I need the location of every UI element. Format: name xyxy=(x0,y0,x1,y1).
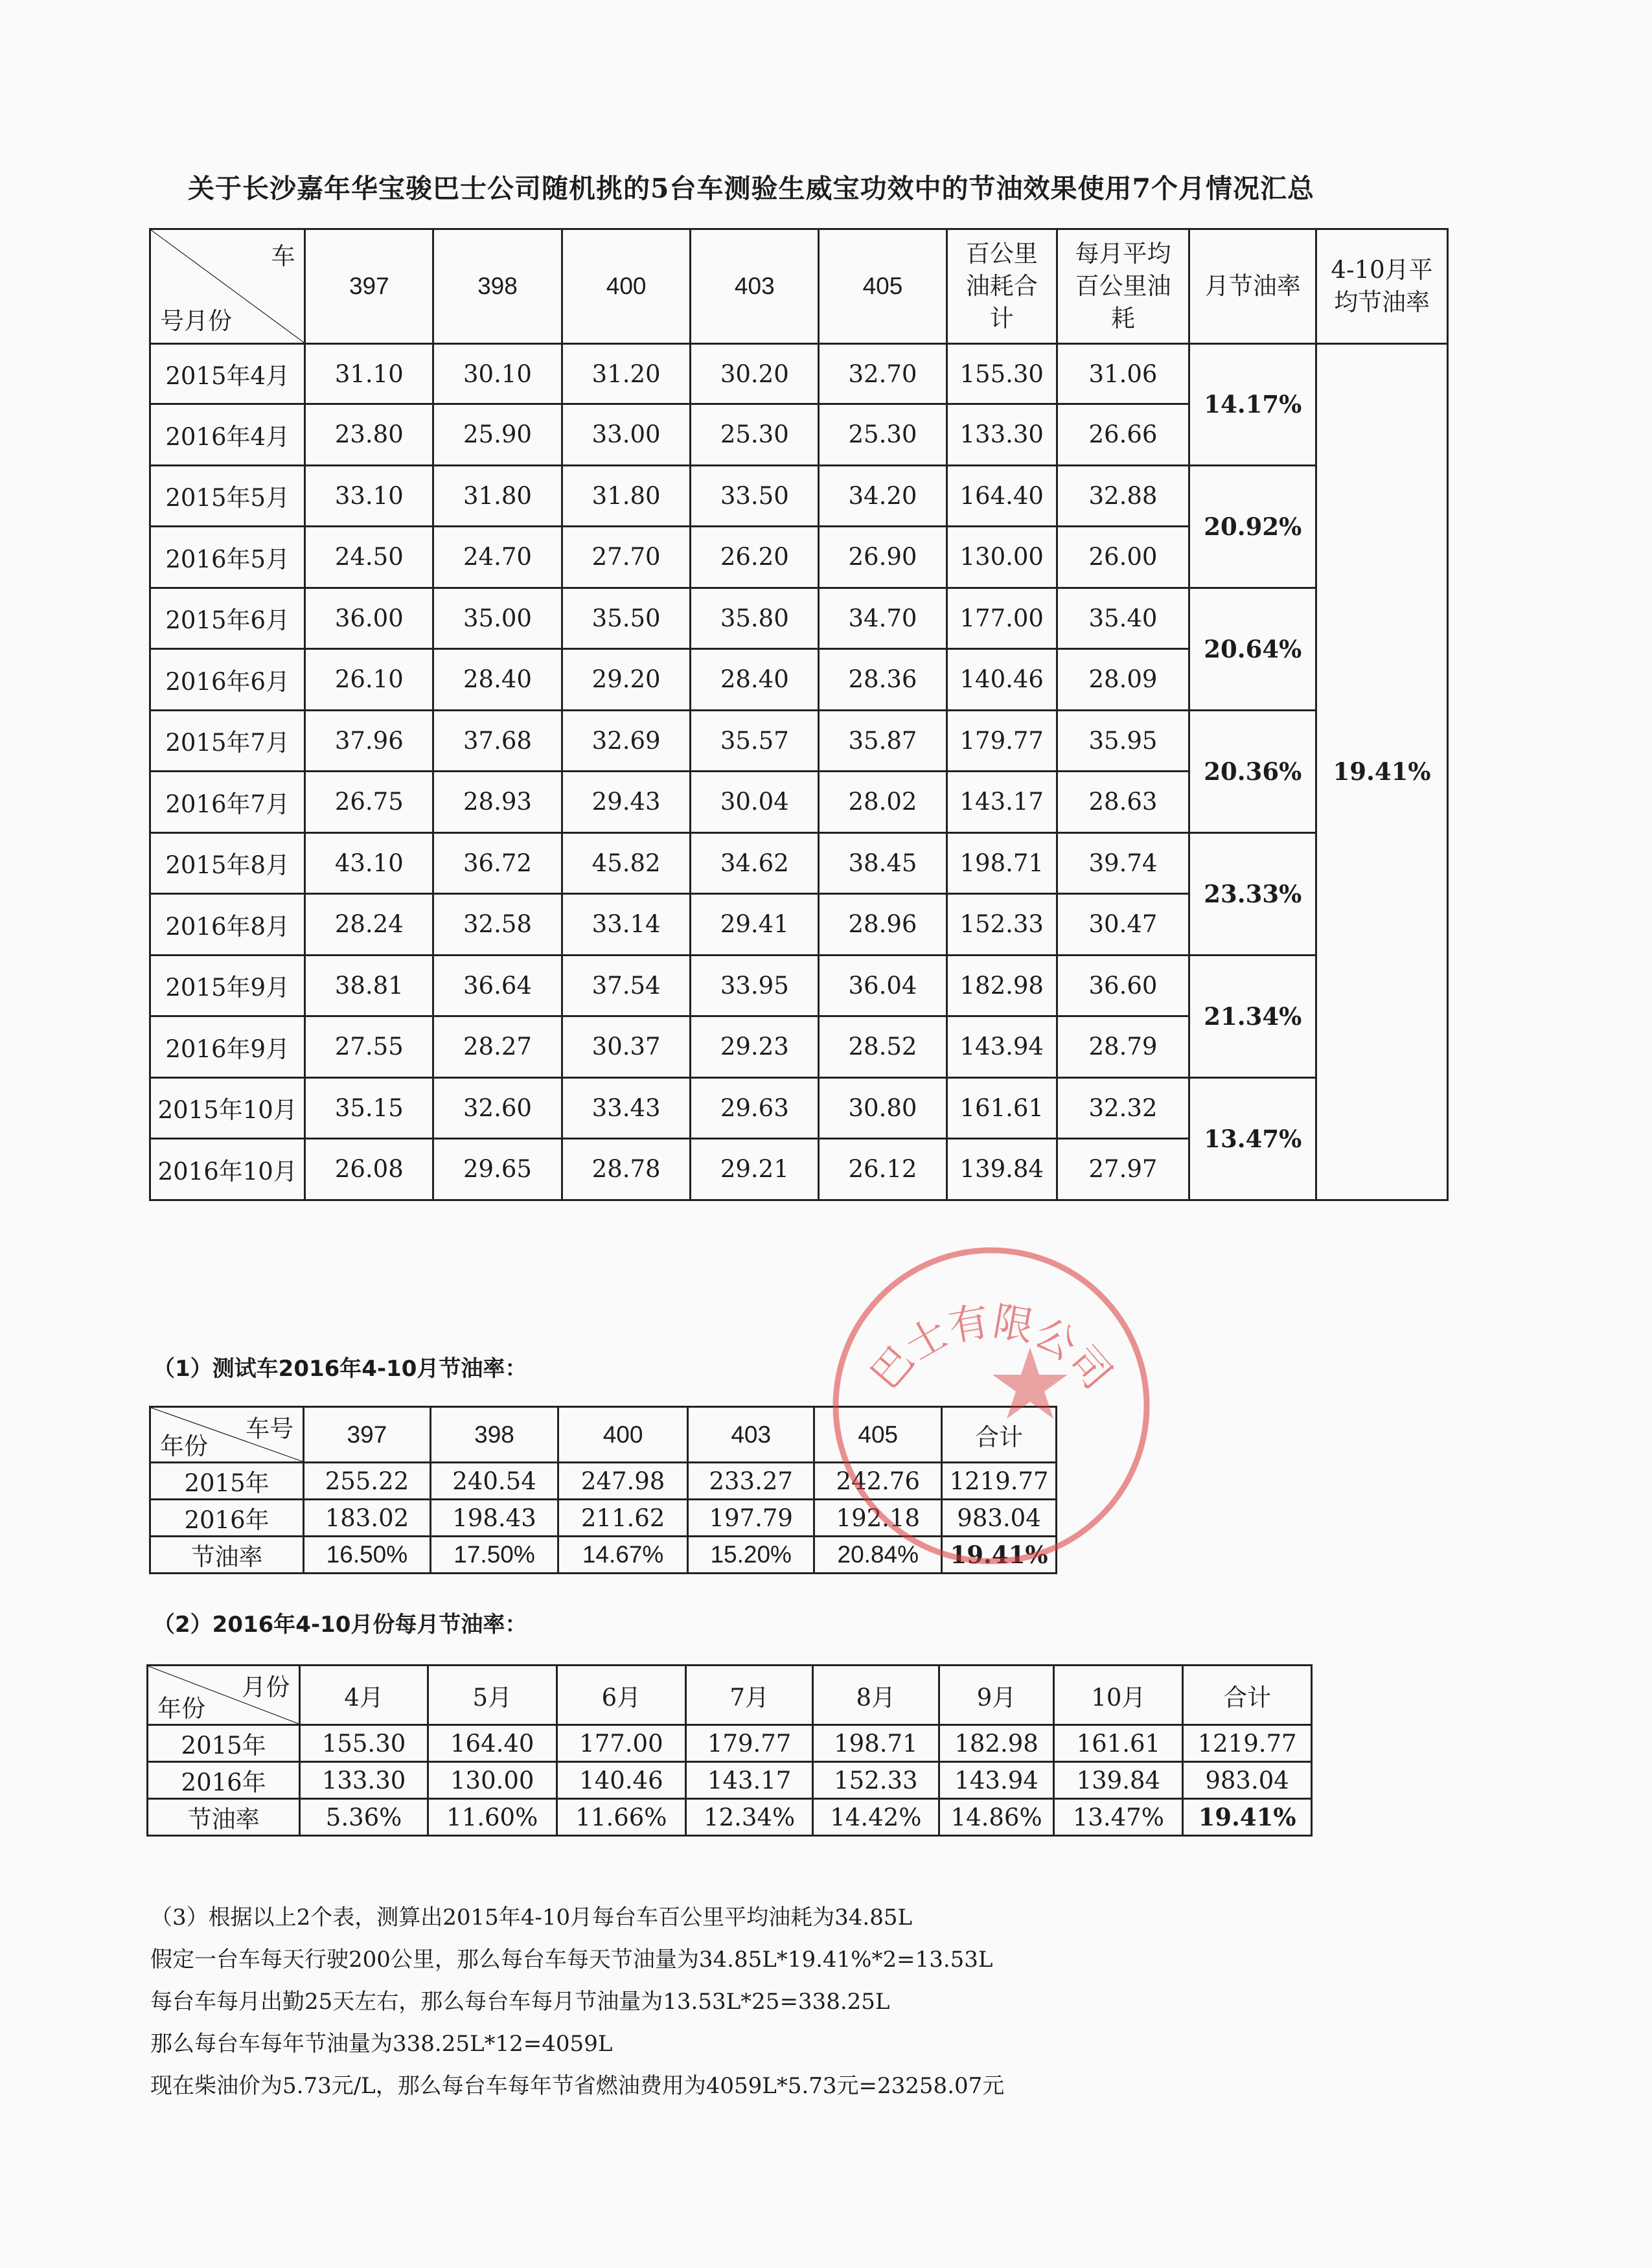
row-label: 2015年5月 xyxy=(150,465,305,527)
section2-data-cell: 177.00 xyxy=(556,1725,686,1762)
corner-top-label: 车 xyxy=(271,242,295,270)
header-avg-consumption: 每月平均百公里油耗 xyxy=(1057,229,1189,344)
data-cell: 32.69 xyxy=(562,710,691,772)
monthly-rate-cell: 14.17% xyxy=(1189,344,1316,466)
data-cell: 39.74 xyxy=(1057,832,1189,894)
calc-line-2: 假定一台车每天行驶200公里，那么每台车每天节油量为34.85L*19.41%*2=13.53L xyxy=(150,1947,993,1973)
data-cell: 26.12 xyxy=(819,1139,947,1200)
data-cell: 31.20 xyxy=(562,344,691,404)
header-average-rate: 4-10月平均节油率 xyxy=(1316,229,1448,344)
section1-data-cell: 19.41% xyxy=(942,1537,1057,1574)
calc-line-1: （3）根据以上2个表，测算出2015年4-10月每台车百公里平均油耗为34.85L xyxy=(150,1905,913,1930)
section2-table xyxy=(146,1664,1313,1837)
section1-header-cell: 397 xyxy=(304,1407,431,1463)
header-403: 403 xyxy=(691,229,819,344)
data-cell: 36.04 xyxy=(819,955,947,1016)
data-cell: 35.50 xyxy=(562,588,691,649)
monthly-rate-cell: 20.64% xyxy=(1189,588,1316,710)
row-label: 2016年8月 xyxy=(150,894,305,956)
header-397: 397 xyxy=(305,229,433,344)
data-cell: 155.30 xyxy=(946,344,1057,404)
section2-data-cell: 179.77 xyxy=(686,1725,813,1762)
data-cell: 33.14 xyxy=(562,894,691,956)
row-label: 2015年7月 xyxy=(150,710,305,772)
section2-row-label: 2015年 xyxy=(148,1725,300,1762)
section2-row-label: 节油率 xyxy=(148,1799,300,1836)
section2-header-cell: 6月 xyxy=(556,1666,686,1725)
row-label: 2016年7月 xyxy=(150,772,305,833)
data-cell: 27.55 xyxy=(305,1016,433,1078)
main-corner-cell xyxy=(150,229,305,344)
section1-row-label: 2015年 xyxy=(150,1463,304,1500)
section1-data-cell: 240.54 xyxy=(430,1463,558,1500)
section2-data-cell: 182.98 xyxy=(939,1725,1054,1762)
data-cell: 34.70 xyxy=(819,588,947,649)
data-cell: 179.77 xyxy=(946,710,1057,772)
section1-data-cell: 15.20% xyxy=(687,1537,814,1574)
data-cell: 28.40 xyxy=(433,649,562,711)
data-cell: 24.70 xyxy=(433,527,562,588)
section2-data-cell: 19.41% xyxy=(1183,1799,1312,1836)
data-cell: 30.37 xyxy=(562,1016,691,1078)
data-cell: 35.80 xyxy=(691,588,819,649)
page-title: 关于长沙嘉年华宝骏巴士公司随机挑的5台车测验生威宝功效中的节油效果使用7个月情况汇总 xyxy=(188,173,1315,204)
row-label: 2016年4月 xyxy=(150,404,305,466)
section1-data-cell: 247.98 xyxy=(558,1463,688,1500)
data-cell: 33.10 xyxy=(305,465,433,527)
data-cell: 30.10 xyxy=(433,344,562,404)
data-cell: 161.61 xyxy=(946,1077,1057,1139)
data-cell: 26.08 xyxy=(305,1139,433,1200)
data-cell: 35.95 xyxy=(1057,710,1189,772)
section2-data-cell: 14.42% xyxy=(812,1799,939,1836)
data-cell: 143.17 xyxy=(946,772,1057,833)
calc-line-5: 现在柴油价为5.73元/L，那么每台车每年节省燃油费用为4059L*5.73元=23258.07元 xyxy=(150,2073,1005,2099)
section1-corner-cell xyxy=(150,1407,304,1463)
monthly-rate-cell: 20.92% xyxy=(1189,465,1316,588)
data-cell: 27.97 xyxy=(1057,1139,1189,1200)
data-cell: 133.30 xyxy=(946,404,1057,466)
section2-header-cell: 4月 xyxy=(300,1666,428,1725)
section2-corner-bottom: 年份 xyxy=(157,1695,205,1723)
main-table-row xyxy=(150,832,1448,894)
section2-header-cell: 5月 xyxy=(428,1666,556,1725)
data-cell: 35.57 xyxy=(691,710,819,772)
data-cell: 30.20 xyxy=(691,344,819,404)
data-cell: 36.72 xyxy=(433,832,562,894)
section2-data-cell: 198.71 xyxy=(812,1725,939,1762)
section2-header-row xyxy=(148,1666,1312,1725)
data-cell: 28.52 xyxy=(819,1016,947,1078)
data-cell: 29.23 xyxy=(691,1016,819,1078)
section2-data-cell: 155.30 xyxy=(300,1725,428,1762)
data-cell: 28.93 xyxy=(433,772,562,833)
section2-data-cell: 143.94 xyxy=(939,1762,1054,1799)
header-400: 400 xyxy=(562,229,691,344)
data-cell: 28.36 xyxy=(819,649,947,711)
data-cell: 31.06 xyxy=(1057,344,1189,404)
data-cell: 143.94 xyxy=(946,1016,1057,1078)
section1-data-cell: 183.02 xyxy=(304,1500,431,1537)
section2-data-cell: 152.33 xyxy=(812,1762,939,1799)
data-cell: 32.32 xyxy=(1057,1077,1189,1139)
data-cell: 31.80 xyxy=(562,465,691,527)
data-cell: 35.00 xyxy=(433,588,562,649)
row-label: 2015年8月 xyxy=(150,832,305,894)
section2-data-cell: 12.34% xyxy=(686,1799,813,1836)
data-cell: 182.98 xyxy=(946,955,1057,1016)
calc-line-4: 那么每台车每年节油量为338.25L*12=4059L xyxy=(150,2031,613,2057)
corner-bottom-label: 号月份 xyxy=(160,307,232,335)
header-total-consumption: 百公里油耗合计 xyxy=(946,229,1057,344)
main-table-row xyxy=(150,344,1448,404)
data-cell: 177.00 xyxy=(946,588,1057,649)
data-cell: 26.66 xyxy=(1057,404,1189,466)
row-label: 2015年6月 xyxy=(150,588,305,649)
section2-data-cell: 161.61 xyxy=(1054,1725,1183,1762)
data-cell: 26.90 xyxy=(819,527,947,588)
data-cell: 29.41 xyxy=(691,894,819,956)
data-cell: 38.81 xyxy=(305,955,433,1016)
section1-header-cell: 合计 xyxy=(942,1407,1057,1463)
section2-data-cell: 1219.77 xyxy=(1183,1725,1312,1762)
monthly-rate-cell: 13.47% xyxy=(1189,1077,1316,1200)
data-cell: 28.79 xyxy=(1057,1016,1189,1078)
section1-row-label: 节油率 xyxy=(150,1537,304,1574)
data-cell: 37.96 xyxy=(305,710,433,772)
calc-line-3: 每台车每月出勤25天左右，那么每台车每月节油量为13.53L*25=338.25L xyxy=(150,1989,890,2015)
section1-header-cell: 400 xyxy=(558,1407,688,1463)
data-cell: 33.00 xyxy=(562,404,691,466)
data-cell: 26.20 xyxy=(691,527,819,588)
data-cell: 35.87 xyxy=(819,710,947,772)
data-cell: 33.43 xyxy=(562,1077,691,1139)
monthly-rate-cell: 21.34% xyxy=(1189,955,1316,1077)
data-cell: 28.78 xyxy=(562,1139,691,1200)
calculation-paragraph xyxy=(150,1897,1004,2107)
section1-data-cell: 16.50% xyxy=(304,1537,431,1574)
section1-corner-bottom: 年份 xyxy=(160,1432,208,1460)
data-cell: 35.15 xyxy=(305,1077,433,1139)
data-cell: 25.30 xyxy=(819,404,947,466)
data-cell: 36.00 xyxy=(305,588,433,649)
section1-data-cell: 1219.77 xyxy=(942,1463,1057,1500)
data-cell: 45.82 xyxy=(562,832,691,894)
data-cell: 36.64 xyxy=(433,955,562,1016)
data-cell: 32.60 xyxy=(433,1077,562,1139)
section1-data-cell: 192.18 xyxy=(814,1500,942,1537)
section1-data-cell: 242.76 xyxy=(814,1463,942,1500)
data-cell: 32.88 xyxy=(1057,465,1189,527)
data-cell: 36.60 xyxy=(1057,955,1189,1016)
data-cell: 26.10 xyxy=(305,649,433,711)
section1-header-cell: 405 xyxy=(814,1407,942,1463)
section2-row xyxy=(148,1762,1312,1799)
row-label: 2016年6月 xyxy=(150,649,305,711)
data-cell: 43.10 xyxy=(305,832,433,894)
section1-data-cell: 17.50% xyxy=(430,1537,558,1574)
row-label: 2015年10月 xyxy=(150,1077,305,1139)
data-cell: 152.33 xyxy=(946,894,1057,956)
header-monthly-rate: 月节油率 xyxy=(1189,229,1316,344)
data-cell: 164.40 xyxy=(946,465,1057,527)
row-label: 2015年4月 xyxy=(150,344,305,404)
average-rate-cell: 19.41% xyxy=(1316,344,1448,1200)
main-table-row xyxy=(150,465,1448,527)
data-cell: 28.40 xyxy=(691,649,819,711)
section2-header-cell: 8月 xyxy=(812,1666,939,1725)
seal-text: 巴士有限公司 xyxy=(861,1297,1121,1399)
row-label: 2016年5月 xyxy=(150,527,305,588)
monthly-rate-cell: 23.33% xyxy=(1189,832,1316,955)
data-cell: 38.45 xyxy=(819,832,947,894)
data-cell: 29.20 xyxy=(562,649,691,711)
main-table-row xyxy=(150,710,1448,772)
main-table-row xyxy=(150,955,1448,1016)
section1-data-cell: 255.22 xyxy=(304,1463,431,1500)
data-cell: 30.80 xyxy=(819,1077,947,1139)
data-cell: 28.63 xyxy=(1057,772,1189,833)
main-table-row xyxy=(150,588,1448,649)
data-cell: 198.71 xyxy=(946,832,1057,894)
data-cell: 29.63 xyxy=(691,1077,819,1139)
section1-header-cell: 403 xyxy=(687,1407,814,1463)
data-cell: 31.80 xyxy=(433,465,562,527)
section1-data-cell: 198.43 xyxy=(430,1500,558,1537)
main-header-row xyxy=(150,229,1448,344)
section2-data-cell: 11.60% xyxy=(428,1799,556,1836)
data-cell: 25.30 xyxy=(691,404,819,466)
section1-data-cell: 211.62 xyxy=(558,1500,688,1537)
data-cell: 28.02 xyxy=(819,772,947,833)
row-label: 2016年10月 xyxy=(150,1139,305,1200)
data-cell: 30.47 xyxy=(1057,894,1189,956)
data-cell: 32.58 xyxy=(433,894,562,956)
section1-header-cell: 398 xyxy=(430,1407,558,1463)
data-cell: 29.43 xyxy=(562,772,691,833)
data-cell: 37.54 xyxy=(562,955,691,1016)
section2-data-cell: 983.04 xyxy=(1183,1762,1312,1799)
section2-data-cell: 14.86% xyxy=(939,1799,1054,1836)
section2-heading: （2）2016年4-10月份每月节油率： xyxy=(153,1612,527,1638)
data-cell: 33.95 xyxy=(691,955,819,1016)
section2-data-cell: 13.47% xyxy=(1054,1799,1183,1836)
section2-corner-top: 月份 xyxy=(242,1673,290,1701)
section1-corner-top: 车号 xyxy=(246,1415,294,1443)
section2-data-cell: 164.40 xyxy=(428,1725,556,1762)
data-cell: 130.00 xyxy=(946,527,1057,588)
section1-data-cell: 233.27 xyxy=(687,1463,814,1500)
data-cell: 35.40 xyxy=(1057,588,1189,649)
section2-data-cell: 143.17 xyxy=(686,1762,813,1799)
company-seal xyxy=(816,1231,1166,1581)
data-cell: 31.10 xyxy=(305,344,433,404)
section2-row xyxy=(148,1799,1312,1836)
row-label: 2015年9月 xyxy=(150,955,305,1016)
data-cell: 37.68 xyxy=(433,710,562,772)
data-cell: 28.96 xyxy=(819,894,947,956)
section2-data-cell: 130.00 xyxy=(428,1762,556,1799)
data-cell: 26.75 xyxy=(305,772,433,833)
section1-data-cell: 14.67% xyxy=(558,1537,688,1574)
data-cell: 28.24 xyxy=(305,894,433,956)
section1-row-label: 2016年 xyxy=(150,1500,304,1537)
data-cell: 30.04 xyxy=(691,772,819,833)
header-405: 405 xyxy=(819,229,947,344)
main-table-row xyxy=(150,1077,1448,1139)
data-cell: 26.00 xyxy=(1057,527,1189,588)
data-cell: 27.70 xyxy=(562,527,691,588)
section2-data-cell: 139.84 xyxy=(1054,1762,1183,1799)
data-cell: 25.90 xyxy=(433,404,562,466)
data-cell: 34.20 xyxy=(819,465,947,527)
section1-heading: （1）测试车2016年4-10月节油率： xyxy=(153,1356,527,1382)
section2-data-cell: 5.36% xyxy=(300,1799,428,1836)
section2-row-label: 2016年 xyxy=(148,1762,300,1799)
data-cell: 23.80 xyxy=(305,404,433,466)
data-cell: 29.65 xyxy=(433,1139,562,1200)
header-398: 398 xyxy=(433,229,562,344)
monthly-rate-cell: 20.36% xyxy=(1189,710,1316,832)
section2-header-cell: 9月 xyxy=(939,1666,1054,1725)
section1-data-cell: 983.04 xyxy=(942,1500,1057,1537)
section2-header-cell: 10月 xyxy=(1054,1666,1183,1725)
section2-row xyxy=(148,1725,1312,1762)
section2-header-cell: 7月 xyxy=(686,1666,813,1725)
section2-corner-cell xyxy=(148,1666,300,1725)
data-cell: 28.09 xyxy=(1057,649,1189,711)
data-cell: 32.70 xyxy=(819,344,947,404)
data-cell: 33.50 xyxy=(691,465,819,527)
data-cell: 34.62 xyxy=(691,832,819,894)
section1-data-cell: 197.79 xyxy=(687,1500,814,1537)
section2-data-cell: 140.46 xyxy=(556,1762,686,1799)
section2-data-cell: 11.66% xyxy=(556,1799,686,1836)
section2-data-cell: 133.30 xyxy=(300,1762,428,1799)
section2-header-cell: 合计 xyxy=(1183,1666,1312,1725)
main-table xyxy=(149,228,1449,1201)
row-label: 2016年9月 xyxy=(150,1016,305,1078)
data-cell: 139.84 xyxy=(946,1139,1057,1200)
data-cell: 28.27 xyxy=(433,1016,562,1078)
data-cell: 29.21 xyxy=(691,1139,819,1200)
data-cell: 140.46 xyxy=(946,649,1057,711)
section1-data-cell: 20.84% xyxy=(814,1537,942,1574)
data-cell: 24.50 xyxy=(305,527,433,588)
